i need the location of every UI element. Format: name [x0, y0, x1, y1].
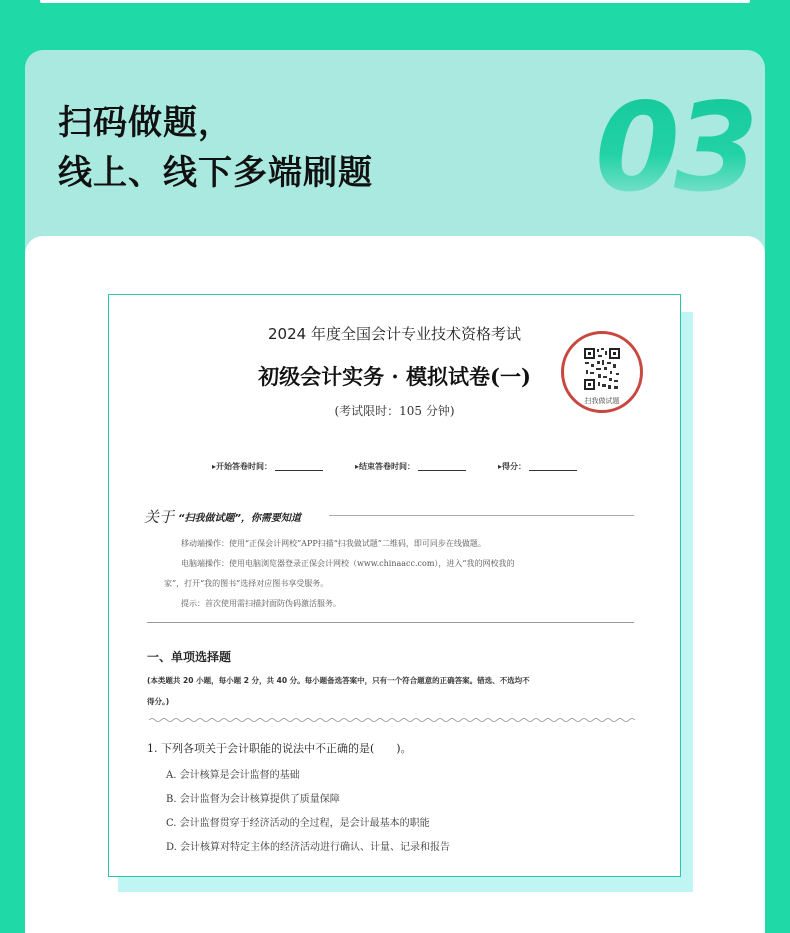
question-stem: 1. 下列各项关于会计职能的说法中不正确的是( )。 [147, 742, 412, 755]
feature-card [25, 50, 765, 933]
feature-heading [58, 98, 373, 198]
section-divider [147, 622, 634, 623]
notice-title: “扫我做试题”，你需要知道 [178, 513, 301, 524]
exam-title: 2024 年度全国会计专业技术资格考试 [268, 325, 521, 343]
answer-fields [109, 461, 680, 472]
notice-prefix: 关于 [144, 508, 175, 526]
end-time-field: ▸结束答卷时间： [355, 461, 466, 472]
qr-code-icon [583, 347, 621, 391]
wavy-divider [149, 717, 635, 723]
question-option: B. 会计监督为会计核算提供了质量保障 [166, 794, 340, 805]
paper-title: 初级会计实务 · 模拟试卷(一) [258, 364, 531, 389]
heading-line-1: 扫码做题， [58, 103, 233, 143]
heading-line-2: 线上、线下多端刷题 [58, 153, 373, 193]
top-divider [40, 0, 750, 3]
step-number: 03 [595, 77, 753, 219]
notice-pc-cont: 家”，打开“我的图书”选择对应图书享受服务。 [164, 579, 329, 588]
notice-divider [329, 515, 634, 516]
preview-panel [25, 236, 765, 933]
notice-mobile: 移动端操作：使用“正保会计网校”APP扫描“扫我做试题”二维码，即可同步在线做题。 [181, 539, 486, 548]
time-limit: (考试限时：105 分钟) [334, 404, 455, 418]
score-field: ▸得分： [498, 461, 577, 472]
notice-heading [144, 506, 301, 527]
question-option: A. 会计核算是会计监督的基础 [166, 770, 300, 781]
section-desc-2: 得分。) [147, 697, 170, 706]
notice-tip: 提示：首次使用需扫描封面防伪码激活服务。 [181, 599, 341, 608]
section-desc-1: (本类题共 20 小题，每小题 2 分，共 40 分。每小题备选答案中，只有一个符合题意的正确答案。错选、不选均不 [147, 676, 530, 685]
start-time-field: ▸开始答卷时间： [212, 461, 323, 472]
qr-caption: 扫我做试题 [584, 397, 620, 405]
notice-pc: 电脑端操作：使用电脑浏览器登录正保会计网校（www.chinaacc.com），进入“我的网校我的 [181, 559, 515, 568]
question-option: D. 会计核算对特定主体的经济活动进行确认、计量、记录和报告 [166, 842, 451, 853]
qr-code-badge[interactable] [561, 331, 643, 413]
exam-paper-preview [108, 294, 681, 877]
section-title: 一、单项选择题 [147, 650, 232, 664]
question-option: C. 会计监督贯穿于经济活动的全过程，是会计最基本的职能 [166, 818, 430, 829]
